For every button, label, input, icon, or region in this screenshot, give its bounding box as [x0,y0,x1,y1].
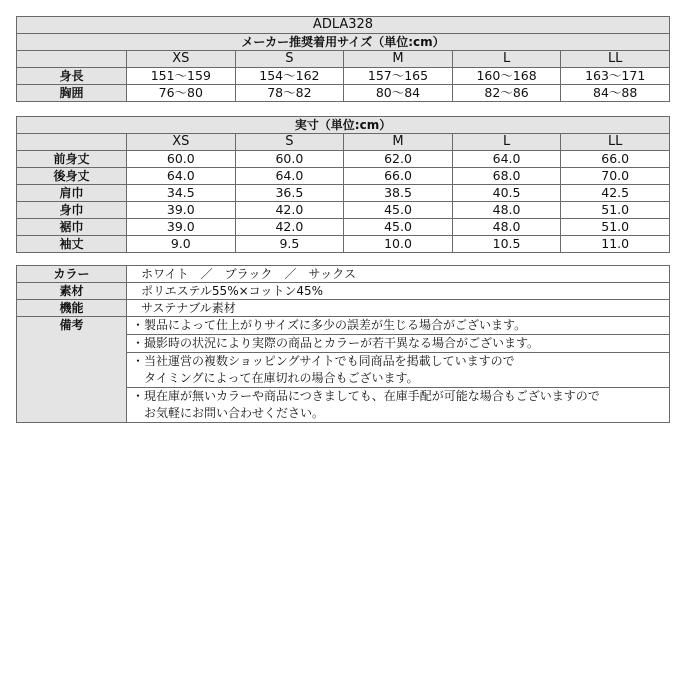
material-value: ポリエステル55%×コットン45% [127,283,670,300]
table-cell: 66.0 [344,168,453,185]
note-line: ・製品によって仕上がりサイズに多少の誤差が生じる場合がございます。 [132,318,527,332]
row-label: 胸囲 [17,85,127,102]
note-item [127,388,670,423]
measurement-table-title: 実寸（単位:cm） [17,117,670,134]
table-cell: 62.0 [344,151,453,168]
table-cell: 64.0 [452,151,561,168]
table-row [17,68,670,85]
note-line: ・撮影時の状況により実際の商品とカラーが若干異なる場合がございます。 [132,336,540,350]
table-cell: 38.5 [344,185,453,202]
table-cell: 9.0 [127,236,236,253]
table-cell: 60.0 [127,151,236,168]
table-cell: 151〜159 [127,68,236,85]
table-cell: 45.0 [344,202,453,219]
row-label: 身巾 [17,202,127,219]
table-cell: 60.0 [235,151,344,168]
function-value: サステナブル素材 [127,300,670,317]
table-cell: 45.0 [344,219,453,236]
material-label: 素材 [17,283,127,300]
table-cell: 68.0 [452,168,561,185]
table-cell: 42.5 [561,185,670,202]
table-row [17,185,670,202]
table-cell: 39.0 [127,219,236,236]
table-row [17,283,670,300]
size-header: M [344,134,453,151]
table-cell: 48.0 [452,202,561,219]
table-cell: 11.0 [561,236,670,253]
row-label: 肩巾 [17,185,127,202]
note-item [127,317,670,335]
table-cell: 34.5 [127,185,236,202]
note-line: ・当社運営の複数ショッピングサイトでも同商品を掲載していますので [132,354,515,368]
product-info-table [16,265,670,423]
note-line: ・現在庫が無いカラーや商品につきましても、在庫手配が可能な場合もございますので [132,389,600,403]
table-cell: 80〜84 [344,85,453,102]
table-row [17,151,670,168]
row-label: 前身丈 [17,151,127,168]
note-item [127,353,670,388]
size-header: L [452,51,561,68]
table-cell: 10.5 [452,236,561,253]
size-header: S [235,134,344,151]
table-cell: 42.0 [235,202,344,219]
size-header: L [452,134,561,151]
table-cell: 78〜82 [235,85,344,102]
table-cell: 84〜88 [561,85,670,102]
table-cell: 66.0 [561,151,670,168]
table-cell: 42.0 [235,219,344,236]
table-cell: 157〜165 [344,68,453,85]
size-header: XS [127,51,236,68]
row-label: 袖丈 [17,236,127,253]
table-cell: 51.0 [561,202,670,219]
note-line: タイミングによって在庫切れの場合もございます。 [144,371,419,385]
table-cell: 163〜171 [561,68,670,85]
size-table-subtitle: メーカー推奨着用サイズ（単位:cm） [17,34,670,51]
table-cell: 76〜80 [127,85,236,102]
note-line: お気軽にお問い合わせください。 [144,406,325,420]
product-code: ADLA328 [17,17,670,34]
size-header: XS [127,134,236,151]
table-cell: 160〜168 [452,68,561,85]
table-row [17,219,670,236]
table-cell: 40.5 [452,185,561,202]
corner-cell [17,51,127,68]
table-row [17,168,670,185]
table-cell: 64.0 [235,168,344,185]
table-row [17,266,670,283]
table-row [17,236,670,253]
table-cell: 36.5 [235,185,344,202]
row-label: 身長 [17,68,127,85]
recommended-size-table [16,16,670,102]
table-cell: 10.0 [344,236,453,253]
measurement-table [16,116,670,253]
table-row [17,85,670,102]
notes-label: 備考 [17,317,127,423]
row-label: 裾巾 [17,219,127,236]
size-header: S [235,51,344,68]
table-row [17,300,670,317]
note-item [127,335,670,353]
table-row [17,202,670,219]
corner-cell [17,134,127,151]
table-cell: 39.0 [127,202,236,219]
size-header: LL [561,134,670,151]
table-cell: 64.0 [127,168,236,185]
size-header: M [344,51,453,68]
table-cell: 9.5 [235,236,344,253]
color-value: ホワイト ／ ブラック ／ サックス [127,266,670,283]
size-header: LL [561,51,670,68]
color-label: カラー [17,266,127,283]
table-cell: 48.0 [452,219,561,236]
table-cell: 70.0 [561,168,670,185]
table-cell: 154〜162 [235,68,344,85]
table-cell: 51.0 [561,219,670,236]
table-row [17,317,670,335]
function-label: 機能 [17,300,127,317]
row-label: 後身丈 [17,168,127,185]
table-cell: 82〜86 [452,85,561,102]
